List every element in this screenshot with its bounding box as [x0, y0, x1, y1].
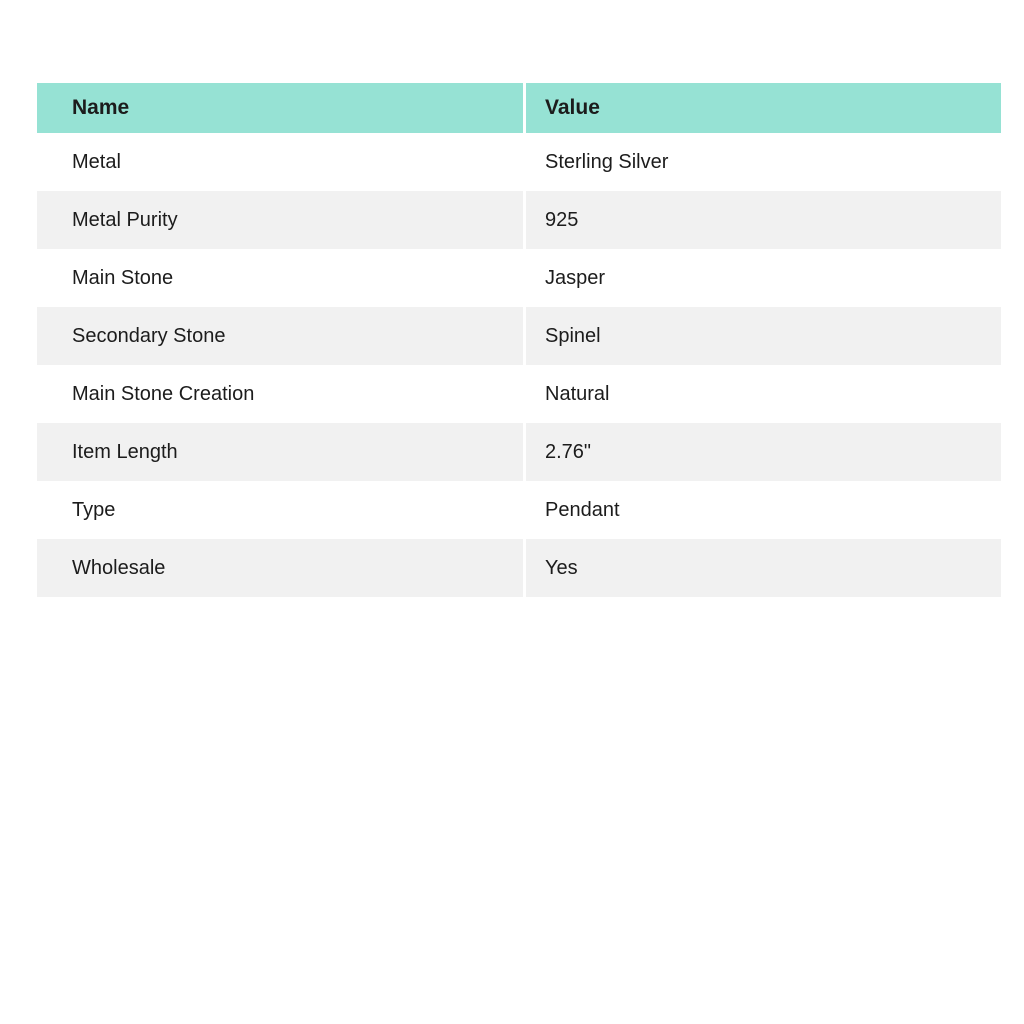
- row-name-cell: Item Length: [37, 423, 526, 481]
- row-value-cell: Natural: [526, 365, 1001, 423]
- row-value-cell: Spinel: [526, 307, 1001, 365]
- table-row: [37, 307, 1001, 365]
- header-row: [37, 83, 1001, 133]
- row-name-cell: Type: [37, 481, 526, 539]
- product-spec-table: [37, 83, 1001, 597]
- row-name-cell: Secondary Stone: [37, 307, 526, 365]
- row-name-cell: Wholesale: [37, 539, 526, 597]
- row-name-cell: Main Stone: [37, 249, 526, 307]
- table-row: [37, 133, 1001, 191]
- name-column-header: Name: [37, 83, 526, 133]
- spec-table-body: [37, 133, 1001, 597]
- table-row: [37, 423, 1001, 481]
- table-row: [37, 539, 1001, 597]
- row-value-cell: Sterling Silver: [526, 133, 1001, 191]
- row-name-cell: Main Stone Creation: [37, 365, 526, 423]
- table-row: [37, 191, 1001, 249]
- row-value-cell: 925: [526, 191, 1001, 249]
- row-value-cell: Pendant: [526, 481, 1001, 539]
- table-row: [37, 249, 1001, 307]
- value-column-header: Value: [526, 83, 1001, 133]
- table-row: [37, 365, 1001, 423]
- table-row: [37, 481, 1001, 539]
- spec-table-header: [37, 83, 1001, 133]
- row-name-cell: Metal: [37, 133, 526, 191]
- row-value-cell: Yes: [526, 539, 1001, 597]
- row-value-cell: Jasper: [526, 249, 1001, 307]
- row-value-cell: 2.76": [526, 423, 1001, 481]
- row-name-cell: Metal Purity: [37, 191, 526, 249]
